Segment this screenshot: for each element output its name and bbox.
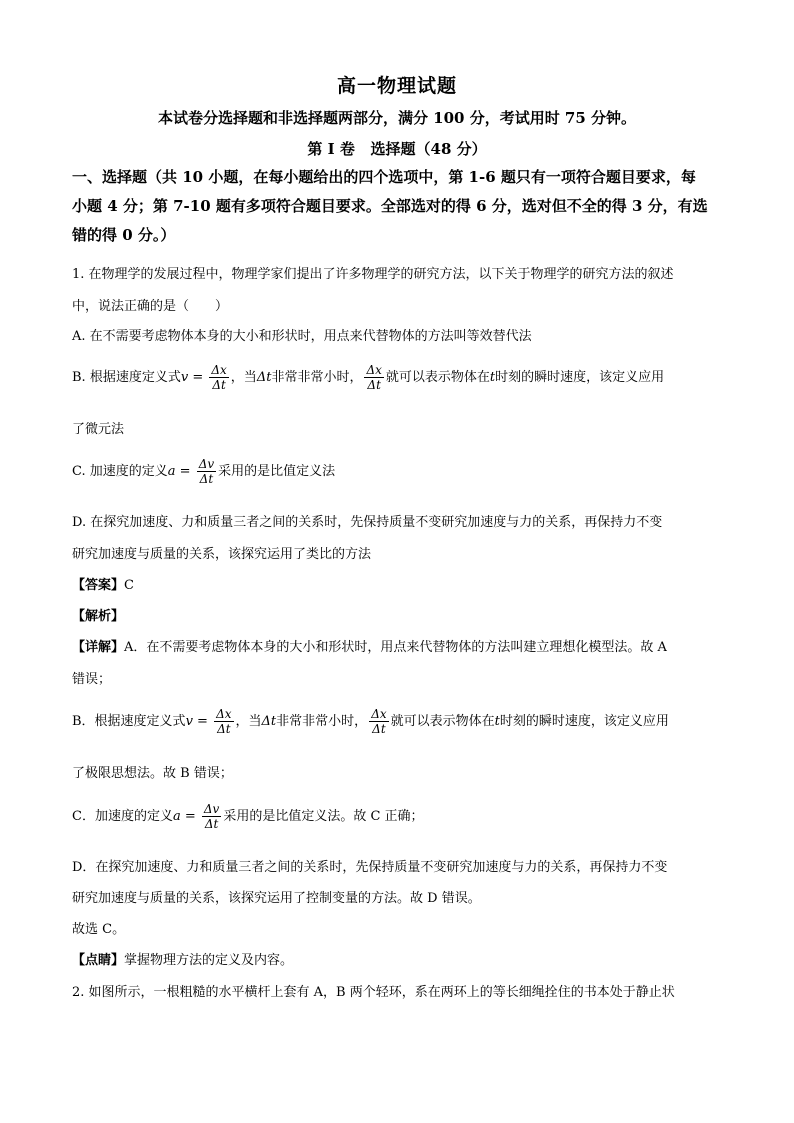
equals-sign: =: [180, 809, 200, 824]
q1-detail-b-line-2: 了极限思想法。故 B 错误；: [72, 766, 233, 781]
fraction-denominator: Δt: [212, 378, 226, 392]
q1-option-b-text-2: ，当: [230, 370, 257, 385]
section-instructions: [72, 163, 732, 250]
detail-c-text-1: C．加速度的定义: [72, 809, 173, 824]
q1-detail-c: [72, 802, 732, 831]
fraction-denominator: Δt: [372, 722, 386, 736]
time-symbol: t: [489, 370, 496, 385]
q1-detail-b: [72, 707, 732, 736]
section-line-2: 小题 4 分；第 7-10 题有多项符合题目要求。全部选对的得 6 分，选对但不全的得 3 分，有选: [72, 197, 708, 215]
answer-value: C: [124, 578, 134, 593]
q2-stem-line-1: 2. 如图所示，一根粗糙的水平横杆上套有 A，B 两个轻环，系在两环上的等长细绳拴住的书本处于静止状: [72, 985, 675, 1000]
q1-option-b-text-3: 非常非常小时，: [271, 370, 363, 385]
q1-option-b-text-5: 时刻的瞬时速度，该定义应用: [495, 370, 665, 385]
q1-analysis-tag: [72, 607, 732, 627]
acceleration-symbol: a: [167, 464, 176, 479]
q1-option-b-line-2: 了微元法: [72, 422, 125, 437]
q1-detail-d-line-1: D．在探究加速度、力和质量三者之间的关系时，先保持质量不变研究加速度与力的关系，再保持力不变: [72, 860, 668, 875]
velocity-symbol: v: [185, 714, 193, 729]
q1-comment: [72, 951, 732, 971]
q1-option-c-text-2: 采用的是比值定义法: [218, 464, 336, 479]
fraction-denominator: Δt: [217, 722, 231, 736]
q1-detail-a-line-2: 错误；: [72, 672, 112, 687]
fraction-denominator: Δt: [204, 817, 219, 831]
detail-b-text-5: 时刻的瞬时速度，该定义应用: [499, 714, 669, 729]
exam-title: 高一物理试题: [336, 75, 457, 97]
exam-subtitle: 本试卷分选择题和非选择题两部分，满分 100 分，考试用时 75 分钟。: [157, 109, 637, 127]
fraction-dx-dt: [214, 707, 233, 736]
section-line-3: 错的得 0 分。）: [72, 226, 176, 244]
q1-option-b-text-1: B. 根据速度定义式: [72, 370, 181, 385]
q1-stem-line-2: 中，说法正确的是（ ）: [72, 299, 229, 314]
velocity-symbol: v: [180, 370, 189, 385]
time-symbol: t: [494, 714, 500, 729]
comment-tag: 【点睛】: [72, 953, 125, 968]
comment-text: 掌握物理方法的定义及内容。: [124, 953, 294, 968]
equals-sign: =: [188, 370, 208, 385]
detail-b-text-1: B．根据速度定义式: [72, 714, 186, 729]
analysis-tag: 【解析】: [72, 609, 125, 624]
detail-tag: 【详解】: [72, 640, 125, 655]
detail-a-text: A．在不需要考虑物体本身的大小和形状时，用点来代替物体的方法叫建立理想化模型法。故 A: [124, 640, 667, 655]
detail-b-text-4: 就可以表示物体在: [390, 714, 495, 729]
detail-c-text-2: 采用的是比值定义法。故 C 正确；: [223, 809, 424, 824]
fraction-dx-dt: [364, 363, 383, 392]
q1-option-c-text-1: C. 加速度的定义: [72, 464, 168, 479]
volume-section: 选择题（48 分）: [370, 140, 487, 158]
detail-b-text-3: 非常非常小时，: [276, 714, 368, 729]
section-line-1: 一、选择题（共 10 小题，在每小题给出的四个选项中，第 1-6 题只有一项符合题目要求，每: [72, 168, 696, 186]
fraction-numerator: Δv: [198, 457, 215, 471]
delta-t-symbol: Δt: [256, 370, 272, 385]
fraction-denominator: Δt: [199, 472, 214, 486]
fraction-dv-dt: [202, 802, 221, 831]
q1-answer: [72, 576, 732, 596]
q1-detail-a-line-1: [72, 638, 732, 658]
fraction-dx-dt: [209, 363, 228, 392]
q1-option-d-line-2: 研究加速度与质量的关系，该探究运用了类比的方法: [72, 547, 372, 562]
fraction-numerator: Δv: [203, 802, 220, 816]
fraction-dx-dt: [369, 707, 388, 736]
acceleration-symbol: a: [172, 809, 181, 824]
fraction-denominator: Δt: [367, 378, 381, 392]
equals-sign: =: [192, 714, 213, 729]
q1-option-b-text-4: 就可以表示物体在: [385, 370, 490, 385]
q1-detail-d-line-2: 研究加速度与质量的关系，该探究运用了控制变量的方法。故 D 错误。: [72, 891, 481, 906]
fraction-numerator: Δx: [216, 707, 232, 721]
fraction-numerator: Δx: [371, 707, 387, 721]
detail-b-text-2: ，当: [235, 714, 262, 729]
q1-option-c: [72, 457, 732, 486]
q1-option-a: A. 在不需要考虑物体本身的大小和形状时，用点来代替物体的方法叫等效替代法: [72, 329, 532, 344]
q1-choose: 故选 C。: [72, 922, 126, 937]
volume-heading: [0, 138, 794, 159]
equals-sign: =: [175, 464, 195, 479]
q1-stem-line-1: 1. 在物理学的发展过程中，物理学家们提出了许多物理学的研究方法，以下关于物理学的研究方法的叙述: [72, 267, 674, 282]
answer-tag: 【答案】: [72, 578, 125, 593]
q1-option-d-line-1: D. 在探究加速度、力和质量三者之间的关系时，先保持质量不变研究加速度与力的关系，再保持力不变: [72, 515, 663, 530]
fraction-dv-dt: [197, 457, 216, 486]
delta-t-symbol: Δt: [261, 714, 277, 729]
q1-option-b: [72, 363, 732, 392]
volume-label: 第 I 卷: [307, 140, 355, 158]
fraction-numerator: Δx: [366, 363, 382, 377]
fraction-numerator: Δx: [211, 363, 227, 377]
